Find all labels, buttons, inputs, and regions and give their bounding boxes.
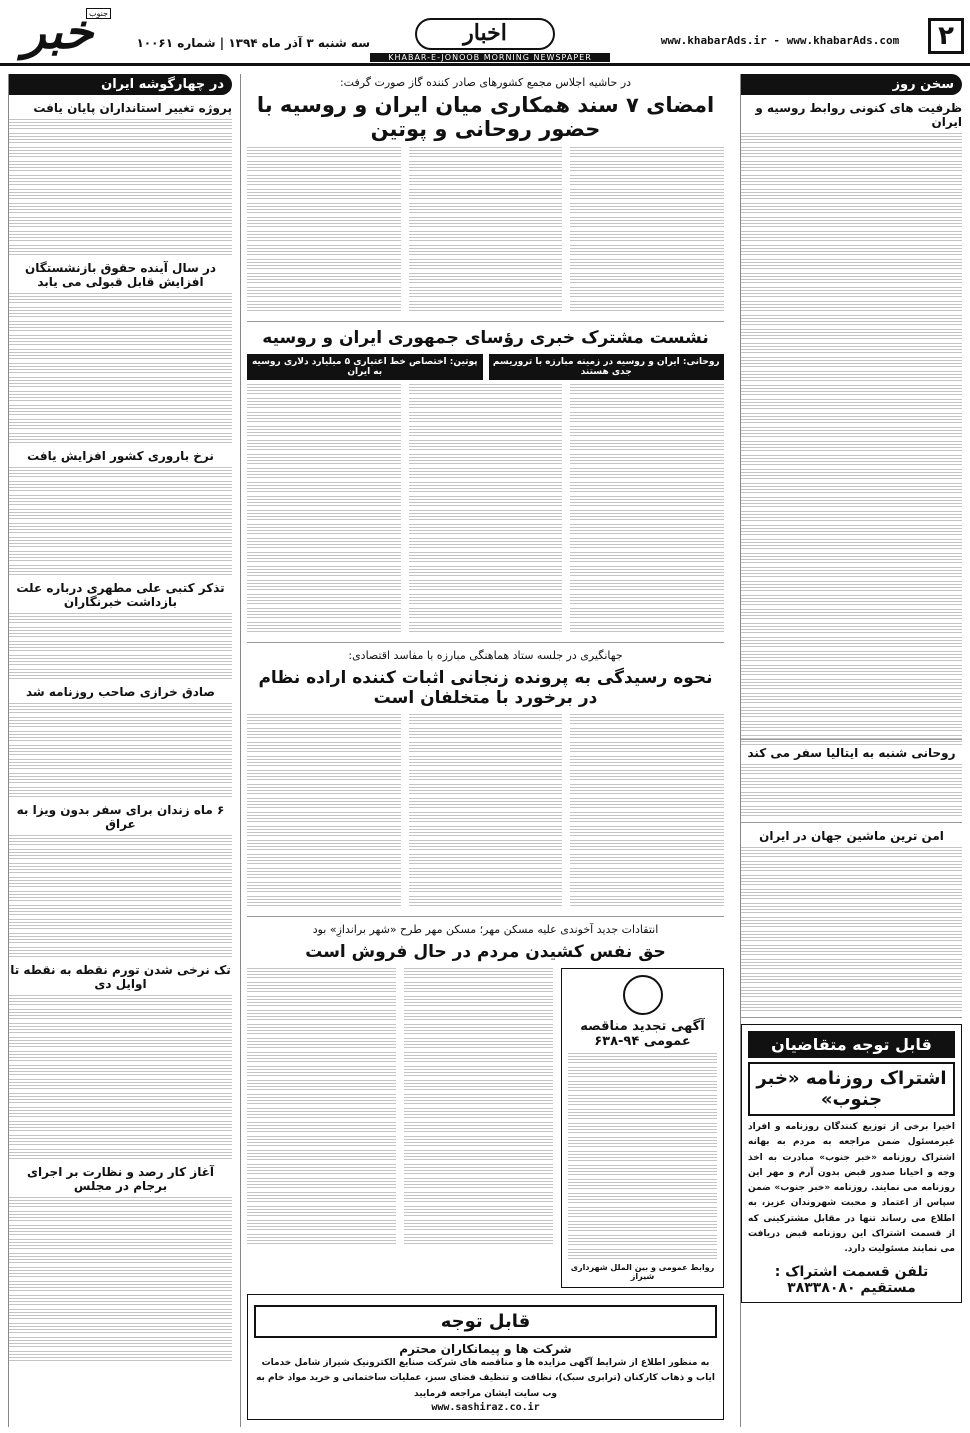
third-body	[247, 714, 724, 910]
lead-headline: امضای ۷ سند همکاری میان ایران و روسیه با حضور روحانی و پوتین	[256, 93, 715, 141]
list-item: در سال آینده حقوق بازنشستگان افزایش قابل قبولی می یابد	[24, 261, 217, 289]
electronics-ad-site[interactable]: www.sashiraz.co.ir	[431, 1401, 540, 1413]
right-column	[740, 74, 962, 1427]
list-item: پروژه تغییر استانداران پایان یافت	[33, 101, 232, 115]
tender-ad	[561, 968, 724, 1288]
tender-issuer: روابط عمومی و بین الملل شهرداری شیراز	[570, 1263, 715, 1281]
fourth-kicker: انتقادات جدید آخوندی علیه مسکن مهر؛ مسکن مهر طرح «شهر براندازِ» بود	[312, 923, 659, 936]
editorial-headline: ظرفیت های کنونی روابط روسیه و ایران	[755, 101, 962, 129]
logo-tag: جنوب	[86, 8, 111, 19]
regions-list	[9, 101, 232, 1361]
electronics-ad-subtitle: شرکت ها و پیمانکاران محترم	[399, 1342, 572, 1356]
news-safest-car: امن ترین ماشین جهان در ایران	[759, 829, 944, 843]
news-italy-trip: روحانی شنبه به ایتالیا سفر می کند	[747, 746, 956, 760]
second-headline: نشست مشترک خبری رؤسای جمهوری ایران و روسیه	[262, 328, 709, 348]
third-kicker: جهانگیری در جلسه ستاد هماهنگی مبارزه با مفاسد اقتصادی:	[348, 649, 623, 662]
list-item: تک نرخی شدن تورم نقطه به نقطه تا اوایل دی	[10, 963, 231, 991]
subscription-ad	[741, 1024, 962, 1303]
ad-phone: تلفن قسمت اشتراک : مستقیم ۳۸۳۳۸۰۸۰	[774, 1263, 929, 1296]
logo: خبر	[22, 4, 94, 60]
electronics-ad-body: به منظور اطلاع از شرایط آگهی مزایده ها و مناقصه های شرکت صنایع الکترونیک شیراز شامل خدمات ایاب و ذهاب کارکنان (ترابری سبک)، نظافت و تنظیف فضای سبز، عملیات ساختمانی و خرید مواد خام به وب سایت ایشان مراجعه فرمایید	[256, 1358, 715, 1399]
list-item: آغاز کار رصد و نظارت بر اجرای برجام در مجلس	[26, 1165, 215, 1193]
editorial-body	[741, 133, 962, 733]
subhead-putin: پوتین: اختصاص خط اعتباری ۵ میلیارد دلاری روسیه به ایران	[247, 354, 483, 380]
municipality-emblem-icon	[623, 975, 663, 1015]
lead-kicker: در حاشیه اجلاس مجمع کشورهای صادر کننده گاز صورت گرفت:	[339, 76, 632, 89]
english-name: KHABAR-E-JONOOB MORNING NEWSPAPER	[370, 53, 610, 62]
electronics-ad-title: قابل توجه	[254, 1305, 717, 1338]
left-column	[8, 74, 232, 1427]
ad-subtitle: اشتراک روزنامه «خبر جنوب»	[748, 1062, 955, 1116]
masthead	[0, 0, 970, 66]
lead-body	[247, 147, 724, 315]
main-column	[240, 74, 730, 1427]
list-item: ۶ ماه زندان برای سفر بدون ویزا به عراق	[16, 803, 225, 831]
dateline: سه شنبه ۳ آذر ماه ۱۳۹۴ | شماره ۱۰۰۶۱	[136, 36, 370, 50]
subhead-rouhani: روحانی: ایران و روسیه در زمینه مبارزه با تروریسم جدی هستند	[489, 354, 725, 380]
list-item: تذکر کتبی علی مطهری درباره علت بازداشت خبرنگاران	[16, 581, 225, 609]
site-url[interactable]: www.khabarAds.ir - www.khabarAds.com	[660, 34, 900, 47]
second-body	[247, 384, 724, 636]
section-title: اخبار	[415, 18, 555, 50]
list-item: نرخ باروری کشور افزایش یافت	[27, 449, 214, 463]
fourth-headline: حق نفس کشیدن مردم در حال فروش است	[305, 942, 666, 962]
ad-title: قابل توجه متقاضیان	[748, 1031, 955, 1058]
column-tag-regions: در چهارگوشه ایران	[9, 74, 232, 95]
third-headline: نحوه رسیدگی به پرونده زنجانی اثبات کننده اراده نظام در برخورد با متخلفان است	[258, 668, 713, 708]
column-tag-editorial: سخن روز	[741, 74, 962, 95]
ad-body: اخیرا برخی از توزیع کنندگان روزنامه و افراد غیرمسئول ضمن مراجعه به مردم به بهانه اشتراک روزنامه «خبر جنوب» مبادرت به اخذ وجه و احیانا صدور قبض بدون آرم و مهر این روزنامه می نمایند. روزنامه «خبر جنوب» ضمن سپاس از اعتماد و محبت شهروندان عزیز، به اطلاع می رساند تنها در مقابل مشترکینی که از قسمت اشتراک این روزنامه قبض دریافت می نمایند مسئولیت دارد.	[748, 1122, 955, 1255]
list-item: صادق خرازی صاحب روزنامه شد	[25, 685, 215, 699]
tender-title: آگهی تجدید مناقصه عمومی ۹۴-۶۳۸	[580, 1019, 705, 1049]
page-number: ۲	[928, 18, 964, 54]
electronics-ad	[247, 1294, 724, 1420]
